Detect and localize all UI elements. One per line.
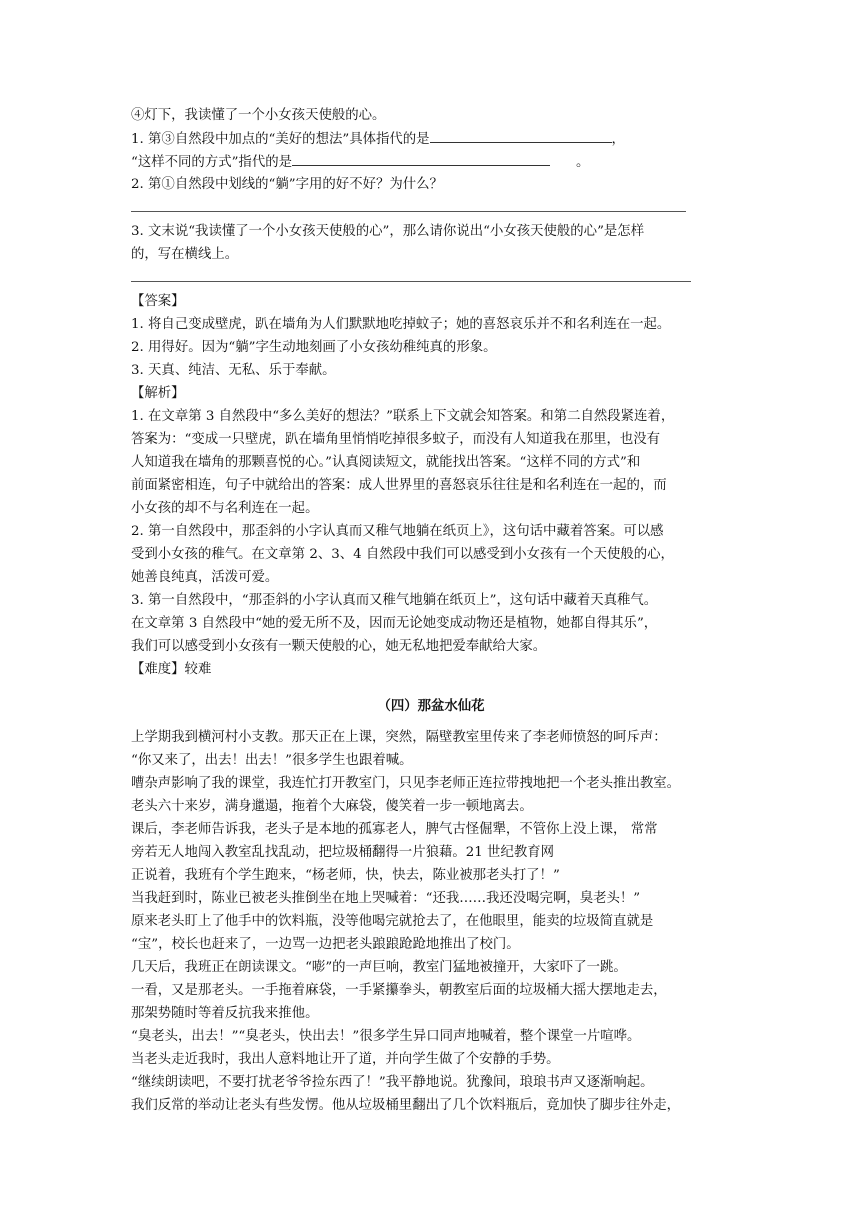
question-1-line-1 [131,127,731,150]
story-title: （四）那盆水仙花 [377,699,485,714]
story-line: “继续朗读吧，不要打扰老爷爷捡东西了！”我平静地说。犹豫间，琅琅书声又逐渐响起。 [131,1075,654,1090]
story-line: 一看，又是那老头。一手拖着麻袋，一手紧攥拳头，朝教室后面的垃圾桶大摇大摆地走去， [131,983,667,998]
story-line: “宝”，校长也赶来了，一边骂一边把老头踉踉跄跄地推出了校门。 [131,937,520,952]
story-line: 当老头走近我时，我出人意料地让开了道，并向学生做了个安静的手势。 [131,1052,560,1067]
analysis-line: 她善良纯真，活泼可爱。 [131,570,279,585]
story-line: 上学期我到横河村小支教。那天正在上课，突然，隔壁教室里传来了李老师愤怒的呵斥声： [131,730,667,745]
answer-line-3: 3. 天真、纯洁、无私、乐于奉献。 [131,363,336,378]
story-line: “臭老头，出去！”“臭老头，快出去！”很多学生异口同声地喊着，整个课堂一片喧哗。 [131,1029,641,1044]
question-1-text-2: “这样不同的方式”指代的是 [131,155,292,170]
analysis-line: 受到小女孩的稚气。在文章第 2、3、4 自然段中我们可以感受到小女孩有一个天使般的心， [131,547,674,562]
story-line: 当我赶到时，陈业已被老头推倒坐在地上哭喊着：“还我……我还没喝完啊，臭老头！” [131,891,641,906]
difficulty: 【难度】较难 [131,662,212,677]
analysis-line: 小女孩的却不与名利连在一起。 [131,501,319,516]
analysis-line: 人知道我在墙角的那颗喜悦的心。”认真阅读短文，就能找出答案。“这样不同的方式”和 [131,455,641,470]
answer-line-1: 1. 将自己变成壁虎，趴在墙角为人们默默地吃掉蚊子；她的喜怒哀乐并不和名利连在一起。 [131,317,671,332]
analysis-line: 我们可以感受到小女孩有一颗天使般的心，她无私地把爱奉献给大家。 [131,639,547,654]
story-line: 我们反常的举动让老头有些发愣。他从垃圾桶里翻出了几个饮料瓶后，竟加快了脚步往外走， [131,1098,681,1113]
story-line: 老头六十来岁，满身邋遢，拖着个大麻袋，傻笑着一步一顿地离去。 [131,799,533,814]
analysis-header: 【解析】 [131,386,185,401]
comma: ， [611,132,625,147]
story-line: “你又来了，出去！出去！”很多学生也跟着喊。 [131,753,413,768]
question-3-line-1: 3. 文末说“我读懂了一个小女孩天使般的心”，那么请你说出“小女孩天使般的心”是怎样 [131,224,645,239]
question-1-text: 1. 第③自然段中加点的“美好的想法”具体指代的是 [131,132,430,147]
story-line: 旁若无人地闯入教室乱找乱动，把垃圾桶翻得一片狼藉。21 世纪教育网 [131,845,555,860]
answer-blank[interactable] [292,150,550,166]
document-page [131,104,731,1117]
analysis-line: 2. 第一自然段中，那歪斜的小字认真而又稚气地躺在纸页上》，这句话中藏着答案。可以感 [131,524,664,539]
answer-header: 【答案】 [131,294,185,309]
story-line: 正说着，我班有个学生跑来，“杨老师，快，快去，陈业被那老头打了！” [131,868,560,883]
analysis-line: 答案为：“变成一只壁虎，趴在墙角里悄悄吃掉很多蚊子，而没有人知道我在那里，也没有 [131,432,661,447]
analysis-line: 前面紧密相连，句子中就给出的答案：成人世界里的喜怒哀乐往往是和名利连在一起的，而 [131,478,667,493]
story-line: 嘈杂声影响了我的课堂，我连忙打开教室门，只见李老师正连拉带拽地把一个老头推出教室。 [131,776,681,791]
answer-line-2: 2. 用得好。因为“躺”字生动地刻画了小女孩幼稚纯真的形象。 [131,340,497,355]
answer-blank[interactable] [430,127,612,143]
story-line: 课后，李老师告诉我，老头子是本地的孤寡老人，脾气古怪倔犟，不管你上没上课， 常常 [131,822,658,837]
analysis-line: 1. 在文章第 3 自然段中“多么美好的想法？”联系上下文就会知答案。和第二自然段紧连着， [131,409,675,424]
story-line: 原来老头盯上了他手中的饮料瓶，没等他喝完就抢去了，在他眼里，能卖的垃圾简直就是 [131,914,654,929]
question-2: 2. 第①自然段中划线的“躺”字用的好不好？为什么？ [131,177,443,192]
period: 。 [576,155,590,170]
paragraph-4: ④灯下，我读懂了一个小女孩天使般的心。 [131,108,386,123]
analysis-line: 3. 第一自然段中，“那歪斜的小字认真而又稚气地躺在纸页上”，这句话中藏着天真稚气。 [131,593,658,608]
analysis-line: 在文章第 3 自然段中“她的爱无所不及，因而无论她变成动物还是植物，她都自得其乐”， [131,616,658,631]
answer-line[interactable] [131,196,686,212]
story-line: 几天后，我班正在朗读课文。“嘭”的一声巨响，教室门猛地被撞开，大家吓了一跳。 [131,960,627,975]
question-1-line-2 [131,150,731,173]
story-line: 那架势随时等着反抗我来推他。 [131,1006,319,1021]
question-3-line-2: 的，写在横线上。 [131,247,239,262]
answer-line[interactable] [131,266,691,282]
